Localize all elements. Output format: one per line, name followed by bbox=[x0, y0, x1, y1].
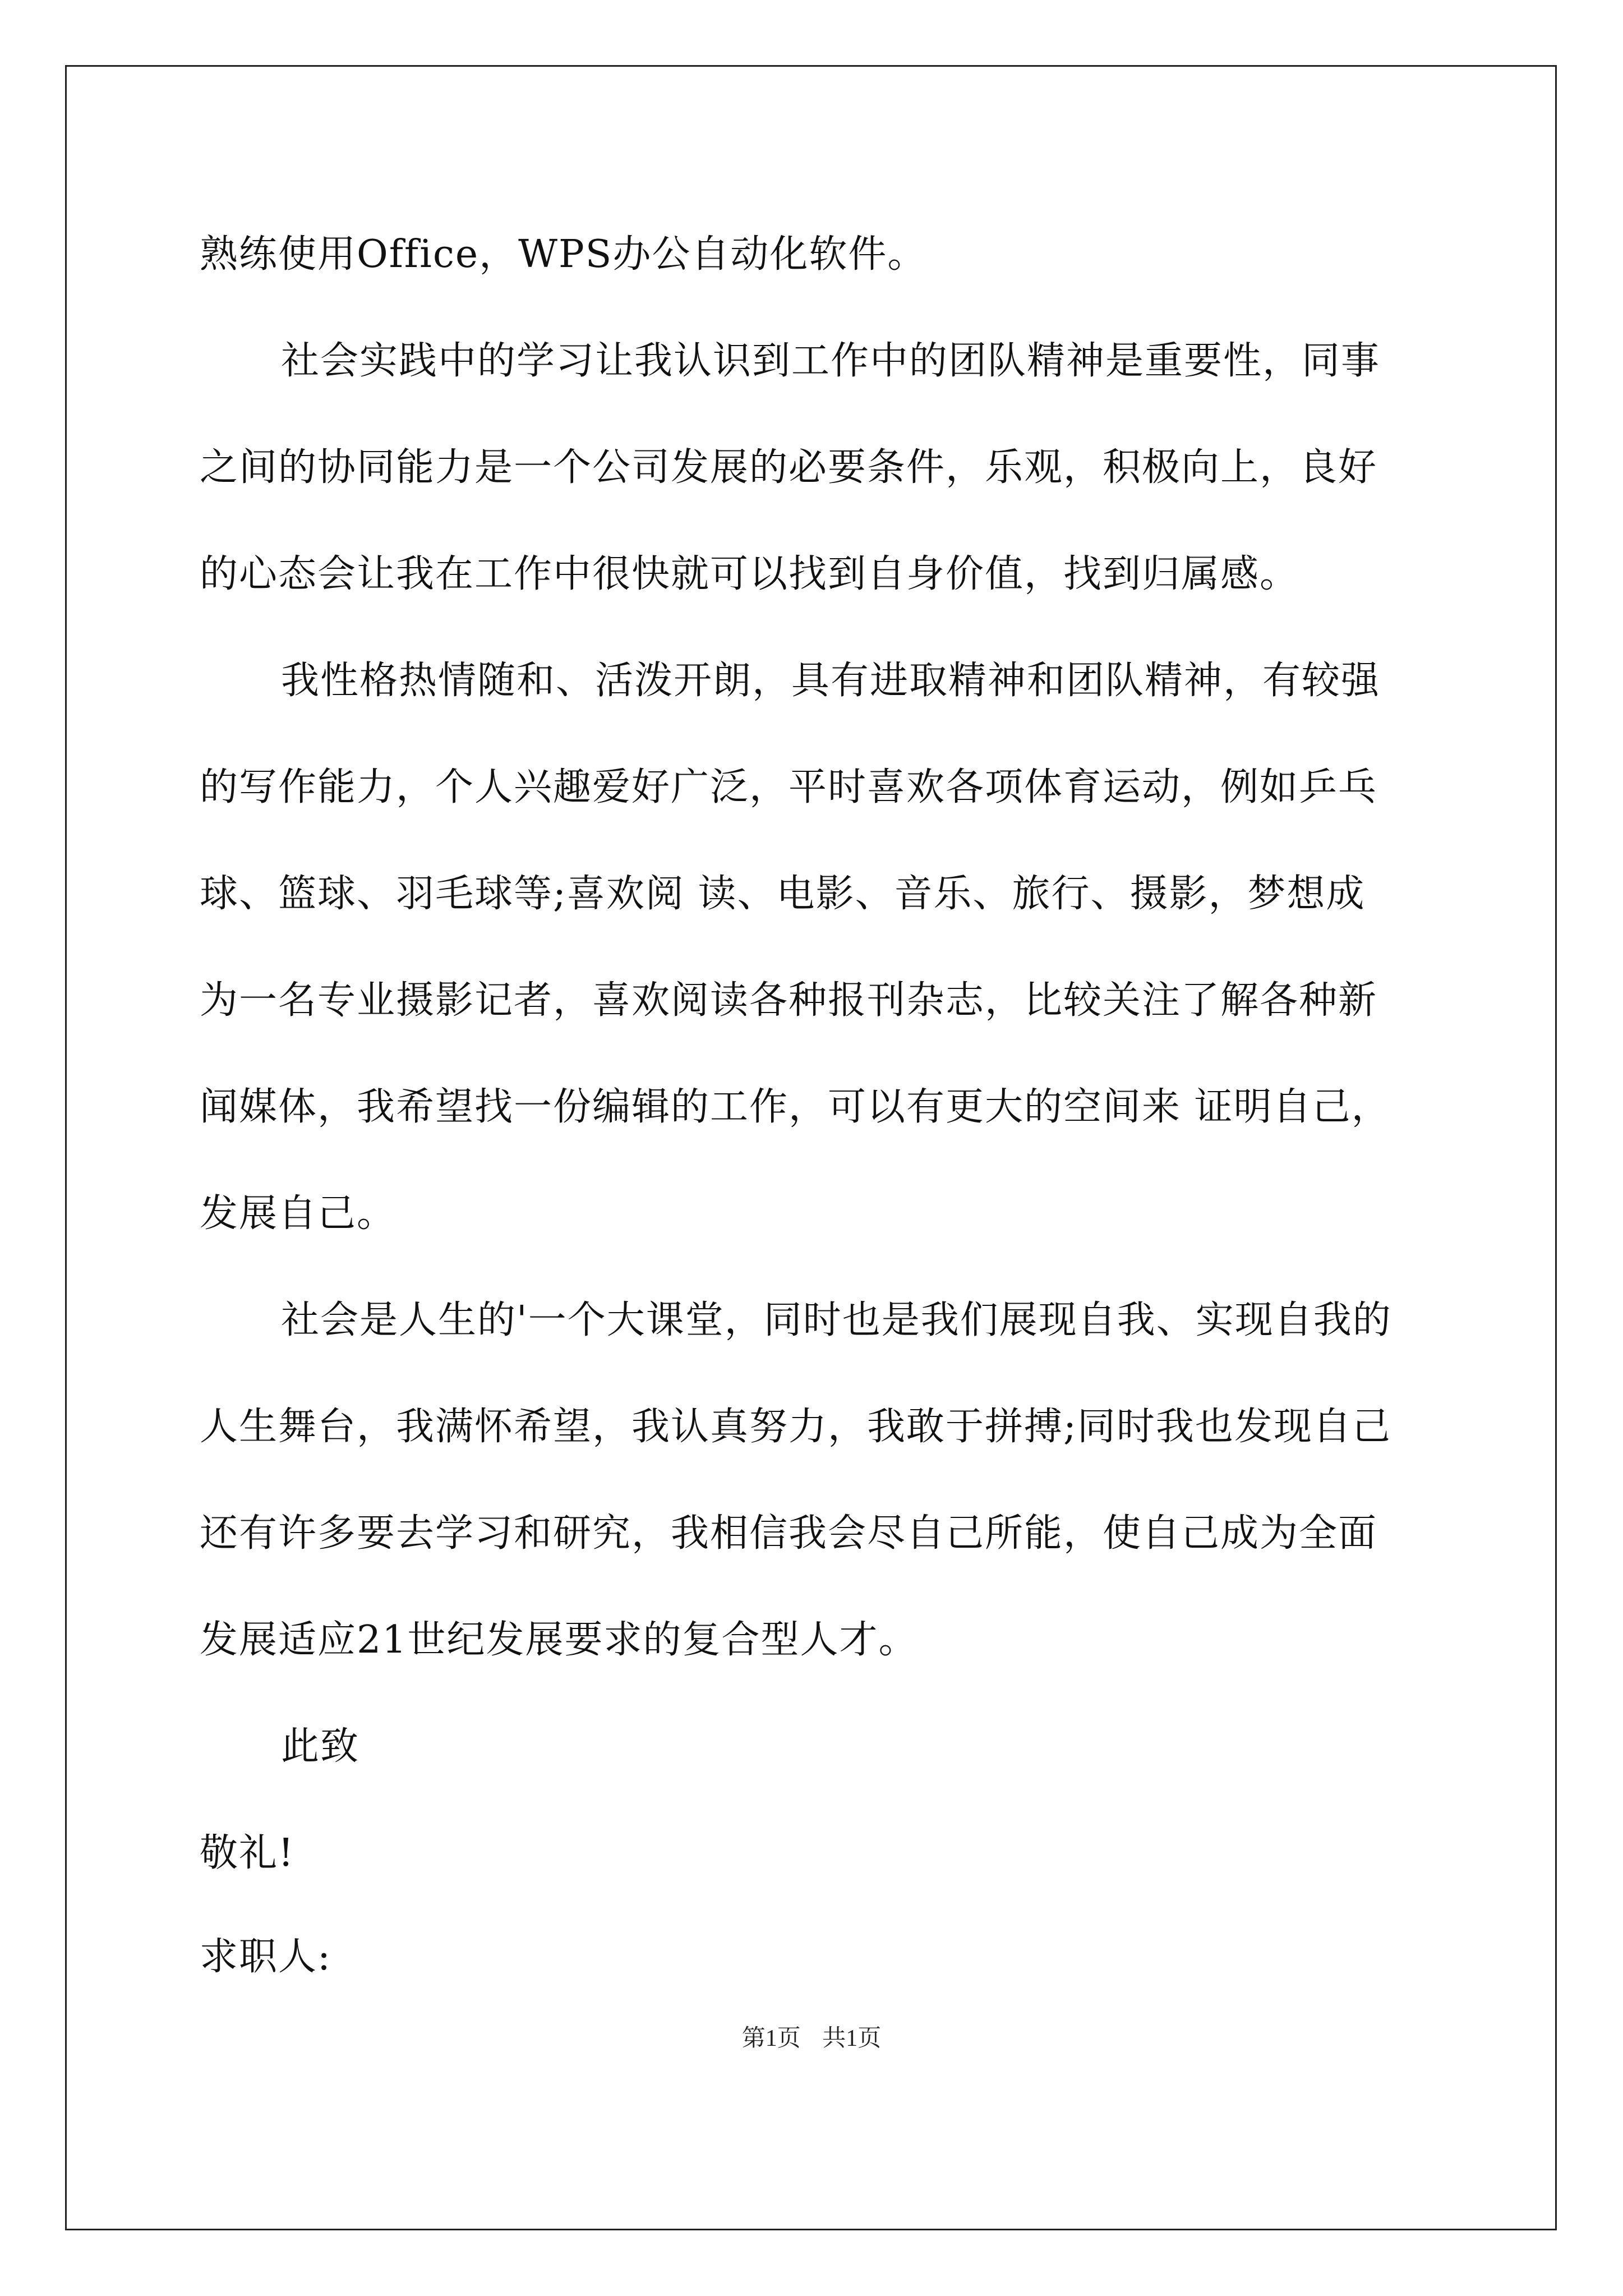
body-line: 的写作能力，个人兴趣爱好广泛，平时喜欢各项体育运动，例如乒乓 bbox=[200, 765, 1378, 809]
body-line: 还有许多要去学习和研究，我相信我会尽自己所能，使自己成为全面 bbox=[200, 1511, 1378, 1556]
page-total: 共1页 bbox=[822, 2026, 882, 2051]
body-line: 闻媒体，我希望找一份编辑的工作，可以有更大的空间来 证明自己， bbox=[200, 1085, 1391, 1129]
closing-line: 此致 bbox=[281, 1724, 360, 1769]
body-line: 发展适应21世纪发展要求的复合型人才。 bbox=[200, 1618, 918, 1662]
body-line: 之间的协同能力是一个公司发展的必要条件，乐观，积极向上，良好 bbox=[200, 445, 1378, 490]
body-line: 的心态会让我在工作中很快就可以找到自身价值，找到归属感。 bbox=[200, 552, 1299, 596]
body-line: 发展自己。 bbox=[200, 1191, 396, 1236]
body-line: 我性格热情随和、活泼开朗，具有进取精神和团队精神，有较强 bbox=[281, 659, 1381, 703]
salutation-line: 敬礼! bbox=[200, 1831, 295, 1875]
body-line: 社会实践中的学习让我认识到工作中的团队精神是重要性，同事 bbox=[281, 339, 1381, 383]
body-line: 球、篮球、羽毛球等;喜欢阅 读、电影、音乐、旅行、摄影，梦想成 bbox=[200, 872, 1366, 916]
page-footer bbox=[0, 2019, 1623, 2053]
page-border bbox=[65, 65, 1557, 2230]
page-number: 第1页 bbox=[741, 2026, 801, 2051]
signature-line: 求职人: bbox=[200, 1935, 331, 1979]
body-line: 人生舞台，我满怀希望，我认真努力，我敢于拼搏;同时我也发现自己 bbox=[200, 1405, 1391, 1449]
body-line: 熟练使用Office，WPS办公自动化软件。 bbox=[200, 232, 927, 277]
body-line: 为一名专业摄影记者，喜欢阅读各种报刊杂志，比较关注了解各种新 bbox=[200, 978, 1378, 1023]
body-line: 社会是人生的'一个大课堂，同时也是我们展现自我、实现自我的 bbox=[281, 1298, 1392, 1342]
